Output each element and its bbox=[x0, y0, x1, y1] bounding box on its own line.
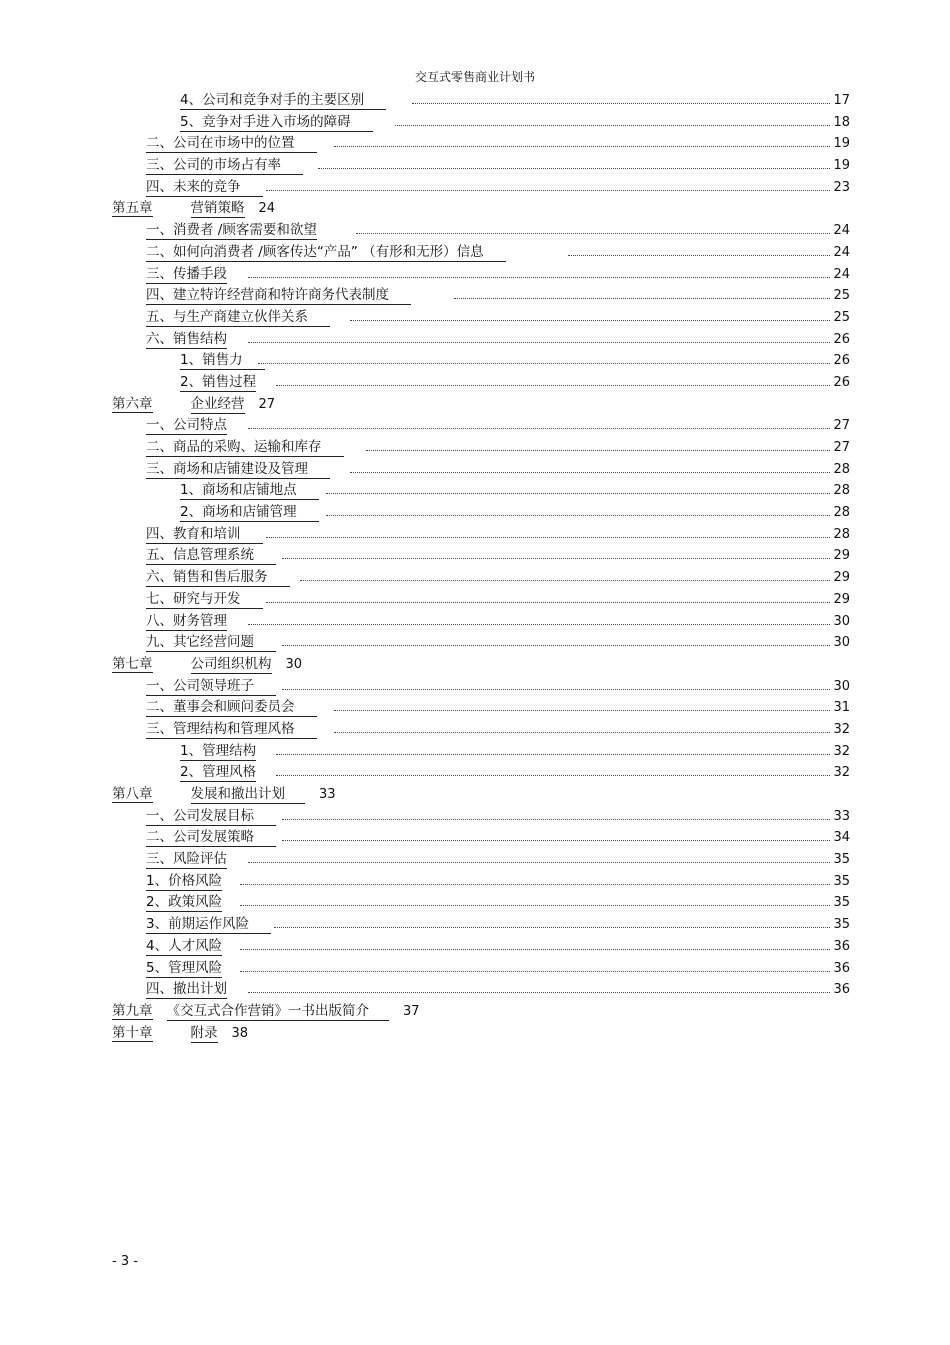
toc-entry-row[interactable] bbox=[0, 762, 950, 784]
toc-entry-row[interactable] bbox=[0, 545, 950, 567]
toc-page-number: 28 bbox=[833, 505, 850, 521]
toc-chapter-title: 附录 bbox=[190, 1024, 218, 1041]
toc-page-number: 33 bbox=[319, 787, 336, 802]
page-number: - 3 - bbox=[112, 1254, 138, 1269]
toc-page-number: 24 bbox=[258, 201, 276, 217]
toc-page-number: 36 bbox=[833, 982, 850, 998]
toc-page-number: 38 bbox=[231, 1025, 249, 1041]
toc-dot-leader bbox=[276, 775, 830, 776]
toc-page-number: 30 bbox=[833, 635, 850, 651]
toc-entry-title: 二、董事会和顾问委员会 bbox=[146, 699, 317, 717]
toc-chapter-title: 公司组织机构 bbox=[190, 655, 272, 672]
toc-dot-leader bbox=[258, 363, 830, 364]
toc-page-number: 18 bbox=[833, 114, 850, 130]
toc-entry-title: 三、传播手段 bbox=[146, 265, 227, 282]
toc-dot-leader bbox=[412, 103, 830, 104]
toc-entry-row[interactable] bbox=[0, 719, 950, 741]
toc-entry-row[interactable] bbox=[0, 979, 950, 1001]
toc-entry-row[interactable] bbox=[0, 437, 950, 459]
toc-dot-leader bbox=[266, 190, 830, 191]
toc-entry-row[interactable] bbox=[0, 741, 950, 763]
toc-chapter-row[interactable] bbox=[0, 784, 950, 806]
toc-page-number: 17 bbox=[833, 93, 850, 108]
toc-page-number: 26 bbox=[833, 353, 850, 369]
toc-entry-row[interactable] bbox=[0, 697, 950, 719]
toc-page-number: 32 bbox=[833, 743, 850, 759]
toc-entry-row[interactable] bbox=[0, 524, 950, 546]
toc-chapter-label: 第八章 bbox=[112, 786, 153, 802]
toc-dot-leader bbox=[248, 624, 830, 625]
toc-entry-row[interactable] bbox=[0, 415, 950, 437]
toc-page-number: 29 bbox=[833, 591, 850, 607]
toc-page-number: 28 bbox=[833, 526, 850, 542]
toc-chapter-row[interactable] bbox=[0, 1023, 950, 1045]
toc-entry-title: 二、公司发展策略 bbox=[146, 829, 276, 847]
toc-entry-title: 三、公司的市场占有率 bbox=[146, 157, 303, 175]
toc-page-number: 19 bbox=[833, 136, 850, 152]
toc-dot-leader bbox=[282, 840, 830, 841]
toc-entry-title: 1、商场和店铺地点 bbox=[180, 482, 319, 500]
toc-entry-row[interactable] bbox=[0, 806, 950, 828]
toc-page-number: 34 bbox=[833, 830, 850, 846]
toc-page-number: 30 bbox=[285, 656, 303, 672]
toc-dot-leader bbox=[282, 645, 830, 646]
toc-entry-title: 七、研究与开发 bbox=[146, 591, 263, 609]
toc-page-number: 35 bbox=[833, 895, 850, 911]
toc-entry-row[interactable] bbox=[0, 589, 950, 611]
toc-entry-row[interactable] bbox=[0, 459, 950, 481]
toc-entry-title: 一、公司特点 bbox=[146, 417, 227, 434]
toc-entry-row[interactable] bbox=[0, 611, 950, 633]
toc-entry-row[interactable] bbox=[0, 958, 950, 980]
toc-entry-title: 1、销售力 bbox=[180, 352, 265, 370]
toc-dot-leader bbox=[326, 493, 830, 494]
toc-entry-row[interactable] bbox=[0, 372, 950, 394]
toc-dot-leader bbox=[248, 277, 830, 278]
toc-chapter-row[interactable] bbox=[0, 394, 950, 416]
toc-dot-leader bbox=[248, 992, 830, 993]
toc-chapter-title: 《交互式合作营销》一书出版简介 bbox=[167, 1003, 390, 1021]
toc-dot-leader bbox=[266, 602, 830, 603]
toc-entry-row[interactable] bbox=[0, 632, 950, 654]
toc-chapter-label: 第九章 bbox=[112, 1002, 153, 1019]
toc-entry-row[interactable] bbox=[0, 892, 950, 914]
toc-chapter-row[interactable] bbox=[0, 198, 950, 220]
toc-entry-title: 三、管理结构和管理风格 bbox=[146, 721, 317, 739]
toc-page-number: 32 bbox=[833, 721, 850, 737]
toc-entry-row[interactable] bbox=[0, 914, 950, 936]
toc-page-number: 19 bbox=[833, 158, 850, 174]
toc-dot-leader bbox=[334, 146, 830, 147]
toc-dot-leader bbox=[334, 732, 830, 733]
toc-entry-title: 三、风险评估 bbox=[146, 851, 227, 868]
toc-entry-title: 四、未来的竞争 bbox=[146, 179, 263, 197]
toc-entry-row[interactable] bbox=[0, 329, 950, 351]
toc-entry-row[interactable] bbox=[0, 307, 950, 329]
toc-entry-title: 2、政策风险 bbox=[146, 894, 223, 911]
toc-entry-row[interactable] bbox=[0, 502, 950, 524]
toc-chapter-label: 第七章 bbox=[112, 655, 153, 672]
toc-page-number: 36 bbox=[833, 938, 850, 954]
toc-entry-title: 二、如何向消费者 /顾客传达“产品” （有形和无形）信息 bbox=[146, 244, 506, 262]
toc-entry-title: 四、撤出计划 bbox=[146, 981, 227, 998]
toc-page-number: 35 bbox=[833, 852, 850, 868]
toc-dot-leader bbox=[318, 168, 830, 169]
toc-entry-row[interactable] bbox=[0, 155, 950, 177]
toc-dot-leader bbox=[282, 819, 830, 820]
toc-page-number: 27 bbox=[833, 418, 850, 434]
toc-entry-title: 六、销售结构 bbox=[146, 330, 227, 347]
toc-dot-leader bbox=[356, 233, 830, 234]
toc-page-number: 27 bbox=[258, 396, 276, 412]
toc-entry-title: 五、与生产商建立伙伴关系 bbox=[146, 309, 330, 327]
toc-entry-title: 2、销售过程 bbox=[180, 373, 257, 390]
toc-entry-title: 四、教育和培训 bbox=[146, 526, 263, 544]
toc-dot-leader bbox=[248, 342, 830, 343]
toc-chapter-row[interactable] bbox=[0, 654, 950, 676]
toc-entry-title: 二、商品的采购、运输和库存 bbox=[146, 439, 344, 457]
toc-page-number: 30 bbox=[833, 613, 850, 629]
toc-chapter-row[interactable] bbox=[0, 1001, 950, 1023]
toc-page-number: 30 bbox=[833, 678, 850, 694]
toc-dot-leader bbox=[326, 515, 830, 516]
toc-entry-title: 八、财务管理 bbox=[146, 612, 227, 629]
toc-dot-leader bbox=[248, 862, 830, 863]
toc-entry-row[interactable] bbox=[0, 90, 950, 112]
toc-entry-title: 1、管理结构 bbox=[180, 742, 257, 759]
toc-entry-row[interactable] bbox=[0, 480, 950, 502]
toc-chapter-label: 第五章 bbox=[112, 200, 153, 217]
toc-chapter-label: 第六章 bbox=[112, 395, 153, 412]
toc-page-number: 26 bbox=[833, 331, 850, 347]
toc-entry-row[interactable] bbox=[0, 177, 950, 199]
toc-entry-title: 5、竞争对手进入市场的障碍 bbox=[180, 114, 373, 132]
toc-page-number: 35 bbox=[833, 873, 850, 889]
toc-dot-leader bbox=[276, 754, 830, 755]
toc-entry-title: 一、公司发展目标 bbox=[146, 808, 276, 826]
toc-entry-row[interactable] bbox=[0, 936, 950, 958]
toc-entry-title: 一、消费者 /顾客需要和欲望 bbox=[146, 222, 317, 239]
toc-entry-row[interactable] bbox=[0, 350, 950, 372]
toc-page-number: 29 bbox=[833, 570, 850, 586]
toc-dot-leader bbox=[240, 884, 830, 885]
toc-dot-leader bbox=[568, 255, 830, 256]
toc-page-number: 32 bbox=[833, 765, 850, 781]
toc-dot-leader bbox=[282, 558, 830, 559]
toc-chapter-title: 营销策略 bbox=[190, 200, 245, 217]
toc-page-number: 25 bbox=[833, 288, 850, 304]
toc-entry-row[interactable] bbox=[0, 133, 950, 155]
toc-dot-leader bbox=[240, 949, 830, 950]
toc-entry-title: 九、其它经营问题 bbox=[146, 634, 276, 652]
toc-entry-row[interactable] bbox=[0, 242, 950, 264]
toc-entry-title: 4、人才风险 bbox=[146, 937, 223, 954]
toc-entry-row[interactable] bbox=[0, 871, 950, 893]
toc-entry-row[interactable] bbox=[0, 676, 950, 698]
toc-page-number: 33 bbox=[833, 808, 850, 824]
toc-chapter-title: 发展和撤出计划 bbox=[191, 786, 306, 804]
toc-page-number: 37 bbox=[403, 1003, 420, 1019]
toc-dot-leader bbox=[366, 450, 830, 451]
toc-page-number: 23 bbox=[833, 179, 850, 195]
toc-entry-title: 五、信息管理系统 bbox=[146, 547, 276, 565]
toc-page-number: 27 bbox=[833, 440, 850, 455]
toc-entry-row[interactable] bbox=[0, 567, 950, 589]
toc-page-number: 24 bbox=[833, 223, 850, 239]
toc-entry-title: 六、销售和售后服务 bbox=[146, 569, 290, 587]
running-header: 交互式零售商业计划书 bbox=[414, 70, 535, 84]
toc-entry-row[interactable] bbox=[0, 827, 950, 849]
toc-entry-title: 1、价格风险 bbox=[146, 872, 223, 889]
toc-entry-title: 3、前期运作风险 bbox=[146, 916, 271, 934]
toc-page-number: 28 bbox=[833, 461, 850, 477]
toc-entry-row[interactable] bbox=[0, 264, 950, 286]
table-of-contents bbox=[0, 90, 950, 1044]
toc-entry-title: 5、管理风险 bbox=[146, 959, 223, 976]
toc-entry-title: 二、公司在市场中的位置 bbox=[146, 135, 317, 153]
toc-chapter-label: 第十章 bbox=[112, 1024, 153, 1041]
toc-dot-leader bbox=[350, 320, 830, 321]
toc-entry-title: 2、商场和店铺管理 bbox=[180, 504, 319, 522]
toc-page-number: 28 bbox=[833, 483, 850, 499]
toc-page-number: 25 bbox=[833, 309, 850, 325]
toc-dot-leader bbox=[300, 580, 830, 581]
toc-entry-title: 4、公司和竞争对手的主要区别 bbox=[180, 92, 386, 110]
toc-page-number: 29 bbox=[833, 548, 850, 564]
toc-entry-row[interactable] bbox=[0, 849, 950, 871]
toc-chapter-title: 企业经营 bbox=[190, 395, 245, 412]
toc-dot-leader bbox=[240, 971, 830, 972]
toc-dot-leader bbox=[276, 385, 830, 386]
toc-dot-leader bbox=[248, 428, 830, 429]
toc-dot-leader bbox=[240, 905, 830, 906]
toc-entry-row[interactable] bbox=[0, 220, 950, 242]
toc-page-number: 24 bbox=[833, 244, 850, 260]
toc-dot-leader bbox=[266, 537, 830, 538]
toc-dot-leader bbox=[334, 710, 830, 711]
toc-dot-leader bbox=[395, 125, 830, 126]
toc-page-number: 31 bbox=[833, 700, 850, 716]
toc-page-number: 26 bbox=[833, 374, 850, 390]
toc-entry-title: 2、管理风格 bbox=[180, 764, 257, 781]
toc-dot-leader bbox=[274, 927, 830, 928]
toc-page-number: 36 bbox=[833, 960, 850, 976]
toc-entry-title: 四、建立特许经营商和特许商务代表制度 bbox=[146, 287, 411, 305]
toc-dot-leader bbox=[454, 298, 830, 299]
toc-entry-title: 一、公司领导班子 bbox=[146, 678, 276, 696]
toc-entry-row[interactable] bbox=[0, 112, 950, 134]
toc-page-number: 35 bbox=[833, 917, 850, 933]
toc-dot-leader bbox=[350, 472, 830, 473]
toc-dot-leader bbox=[282, 689, 830, 690]
toc-page-number: 24 bbox=[833, 266, 850, 282]
toc-entry-row[interactable] bbox=[0, 285, 950, 307]
toc-entry-title: 三、商场和店铺建设及管理 bbox=[146, 461, 330, 479]
